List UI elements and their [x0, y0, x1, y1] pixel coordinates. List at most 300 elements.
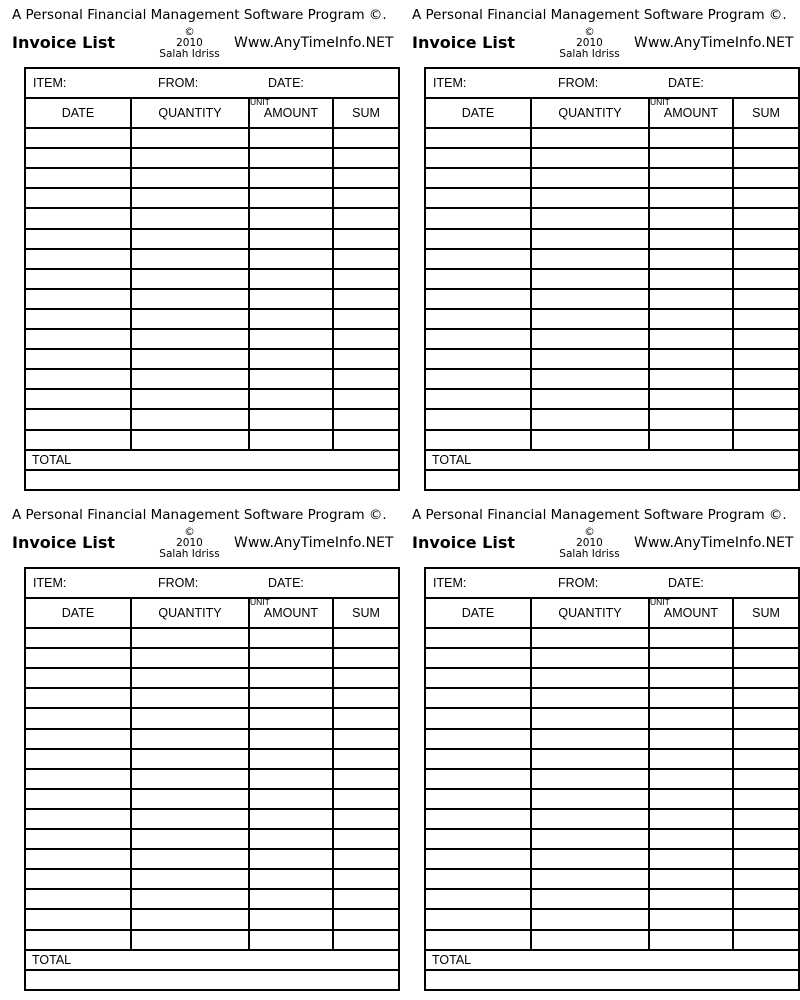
cell-date[interactable] — [26, 149, 130, 167]
cell-sum[interactable] — [334, 709, 396, 727]
cell-amount[interactable] — [250, 370, 332, 388]
cell-amount[interactable] — [650, 669, 732, 687]
cell-date[interactable] — [426, 689, 530, 707]
cell-quantity[interactable] — [532, 790, 648, 808]
cell-sum[interactable] — [334, 390, 396, 408]
cell-date[interactable] — [26, 230, 130, 248]
cell-quantity[interactable] — [132, 750, 248, 768]
cell-quantity[interactable] — [532, 669, 648, 687]
cell-quantity[interactable] — [532, 290, 648, 308]
cell-amount[interactable] — [650, 169, 732, 187]
cell-date[interactable] — [426, 850, 530, 868]
header-divider — [26, 97, 398, 99]
cell-date[interactable] — [26, 810, 130, 828]
cell-quantity[interactable] — [132, 290, 248, 308]
cell-sum[interactable] — [334, 129, 396, 147]
cell-amount[interactable] — [250, 330, 332, 348]
header-divider — [26, 597, 398, 599]
cell-quantity[interactable] — [532, 870, 648, 888]
cell-amount[interactable] — [650, 350, 732, 368]
cell-amount[interactable] — [650, 149, 732, 167]
cell-quantity[interactable] — [132, 790, 248, 808]
cell-quantity[interactable] — [132, 230, 248, 248]
cell-quantity[interactable] — [532, 189, 648, 207]
cell-date[interactable] — [26, 730, 130, 748]
cell-quantity[interactable] — [532, 770, 648, 788]
cell-amount[interactable] — [650, 250, 732, 268]
cell-quantity[interactable] — [132, 209, 248, 227]
cell-sum[interactable] — [334, 790, 396, 808]
cell-amount[interactable] — [650, 230, 732, 248]
cell-sum[interactable] — [734, 629, 796, 647]
cell-date[interactable] — [426, 750, 530, 768]
cell-date[interactable] — [26, 330, 130, 348]
cell-date[interactable] — [26, 910, 130, 928]
cell-date[interactable] — [26, 270, 130, 288]
cell-sum[interactable] — [334, 669, 396, 687]
cell-amount[interactable] — [650, 431, 732, 449]
cell-quantity[interactable] — [532, 830, 648, 848]
cell-sum[interactable] — [334, 689, 396, 707]
column-header-date: DATE — [461, 106, 495, 120]
cell-amount[interactable] — [250, 129, 332, 147]
cell-sum[interactable] — [734, 890, 796, 908]
cell-amount[interactable] — [250, 830, 332, 848]
invoice-table — [24, 67, 400, 491]
cell-sum[interactable] — [734, 129, 796, 147]
cell-amount[interactable] — [650, 209, 732, 227]
cell-date[interactable] — [426, 149, 530, 167]
cell-quantity[interactable] — [132, 649, 248, 667]
cell-date[interactable] — [426, 189, 530, 207]
cell-amount[interactable] — [250, 189, 332, 207]
cell-sum[interactable] — [334, 410, 396, 428]
column-header-sum: SUM — [752, 606, 780, 620]
column-header-quantity: QUANTITY — [558, 606, 622, 620]
cell-amount[interactable] — [250, 850, 332, 868]
cell-date[interactable] — [426, 410, 530, 428]
website-link[interactable]: Www.AnyTimeInfo.NET — [634, 535, 794, 551]
cell-quantity[interactable] — [132, 310, 248, 328]
cell-date[interactable] — [26, 890, 130, 908]
cell-date[interactable] — [426, 790, 530, 808]
cell-amount[interactable] — [250, 790, 332, 808]
cell-quantity[interactable] — [532, 350, 648, 368]
cell-sum[interactable] — [734, 310, 796, 328]
total-label: TOTAL — [432, 453, 472, 467]
cell-sum[interactable] — [734, 669, 796, 687]
cell-amount[interactable] — [250, 910, 332, 928]
cell-quantity[interactable] — [132, 350, 248, 368]
cell-quantity[interactable] — [532, 129, 648, 147]
cell-quantity[interactable] — [132, 669, 248, 687]
cell-date[interactable] — [426, 129, 530, 147]
cell-sum[interactable] — [734, 390, 796, 408]
invoice-table — [424, 67, 800, 491]
cell-date[interactable] — [26, 410, 130, 428]
cell-date[interactable] — [426, 770, 530, 788]
cell-quantity[interactable] — [132, 810, 248, 828]
cell-date[interactable] — [426, 870, 530, 888]
cell-quantity[interactable] — [532, 330, 648, 348]
cell-amount[interactable] — [650, 770, 732, 788]
cell-quantity[interactable] — [532, 390, 648, 408]
cell-amount[interactable] — [250, 209, 332, 227]
cell-sum[interactable] — [734, 189, 796, 207]
cell-date[interactable] — [426, 910, 530, 928]
cell-amount[interactable] — [250, 870, 332, 888]
cell-amount[interactable] — [250, 689, 332, 707]
cell-quantity[interactable] — [132, 890, 248, 908]
cell-quantity[interactable] — [132, 390, 248, 408]
cell-amount[interactable] — [650, 890, 732, 908]
cell-quantity[interactable] — [532, 250, 648, 268]
cell-quantity[interactable] — [532, 709, 648, 727]
cell-quantity[interactable] — [532, 410, 648, 428]
cell-sum[interactable] — [334, 850, 396, 868]
cell-amount[interactable] — [250, 709, 332, 727]
cell-date[interactable] — [426, 649, 530, 667]
column-header-sum: SUM — [352, 106, 380, 120]
cell-date[interactable] — [26, 431, 130, 449]
cell-quantity[interactable] — [532, 649, 648, 667]
total-value-cell[interactable] — [26, 971, 398, 989]
cell-amount[interactable] — [650, 790, 732, 808]
cell-amount[interactable] — [650, 290, 732, 308]
cell-sum[interactable] — [734, 790, 796, 808]
row-divider — [26, 949, 398, 951]
cell-amount[interactable] — [650, 870, 732, 888]
cell-amount[interactable] — [250, 350, 332, 368]
cell-date[interactable] — [426, 209, 530, 227]
website-link[interactable]: Www.AnyTimeInfo.NET — [234, 535, 394, 551]
cell-quantity[interactable] — [132, 410, 248, 428]
column-header-amount: AMOUNT — [263, 606, 319, 620]
cell-sum[interactable] — [734, 290, 796, 308]
cell-quantity[interactable] — [532, 209, 648, 227]
cell-date[interactable] — [26, 830, 130, 848]
cell-date[interactable] — [26, 689, 130, 707]
cell-sum[interactable] — [334, 931, 396, 949]
cell-quantity[interactable] — [132, 870, 248, 888]
cell-amount[interactable] — [650, 390, 732, 408]
total-label: TOTAL — [32, 953, 72, 967]
cell-amount[interactable] — [650, 370, 732, 388]
cell-amount[interactable] — [650, 931, 732, 949]
cell-date[interactable] — [426, 830, 530, 848]
cell-sum[interactable] — [734, 750, 796, 768]
cell-amount[interactable] — [650, 830, 732, 848]
cell-amount[interactable] — [650, 709, 732, 727]
cell-sum[interactable] — [734, 169, 796, 187]
item-field-label: ITEM: — [33, 576, 67, 590]
cell-amount[interactable] — [250, 270, 332, 288]
cell-date[interactable] — [426, 290, 530, 308]
column-header-unit: UNIT — [650, 597, 670, 607]
cell-quantity[interactable] — [532, 230, 648, 248]
invoice-panel — [412, 500, 800, 1000]
column-header-sum: SUM — [352, 606, 380, 620]
cell-quantity[interactable] — [132, 850, 248, 868]
cell-amount[interactable] — [250, 250, 332, 268]
cell-sum[interactable] — [734, 709, 796, 727]
cell-amount[interactable] — [650, 649, 732, 667]
cell-quantity[interactable] — [532, 810, 648, 828]
cell-amount[interactable] — [250, 890, 332, 908]
cell-quantity[interactable] — [532, 689, 648, 707]
cell-sum[interactable] — [734, 350, 796, 368]
cell-sum[interactable] — [334, 230, 396, 248]
cell-date[interactable] — [26, 350, 130, 368]
cell-amount[interactable] — [250, 390, 332, 408]
cell-date[interactable] — [26, 770, 130, 788]
cell-quantity[interactable] — [132, 149, 248, 167]
cell-quantity[interactable] — [132, 189, 248, 207]
cell-quantity[interactable] — [532, 931, 648, 949]
invoice-table — [24, 567, 400, 991]
invoice-panel — [12, 500, 402, 1000]
total-value-cell[interactable] — [26, 471, 398, 489]
cell-date[interactable] — [26, 169, 130, 187]
header-divider — [426, 97, 798, 99]
cell-quantity[interactable] — [132, 270, 248, 288]
column-header-amount: AMOUNT — [663, 106, 719, 120]
cell-amount[interactable] — [650, 850, 732, 868]
cell-date[interactable] — [26, 850, 130, 868]
cell-quantity[interactable] — [532, 910, 648, 928]
cell-quantity[interactable] — [132, 330, 248, 348]
cell-quantity[interactable] — [132, 169, 248, 187]
cell-sum[interactable] — [734, 770, 796, 788]
cell-quantity[interactable] — [532, 270, 648, 288]
from-field-label: FROM: — [158, 76, 199, 90]
cell-sum[interactable] — [734, 649, 796, 667]
cell-date[interactable] — [26, 649, 130, 667]
cell-amount[interactable] — [250, 730, 332, 748]
cell-amount[interactable] — [650, 910, 732, 928]
cell-date[interactable] — [426, 250, 530, 268]
column-header-unit: UNIT — [250, 97, 270, 107]
cell-date[interactable] — [426, 730, 530, 748]
from-field-label: FROM: — [158, 576, 199, 590]
cell-sum[interactable] — [734, 931, 796, 949]
cell-sum[interactable] — [334, 250, 396, 268]
cell-sum[interactable] — [334, 209, 396, 227]
cell-date[interactable] — [26, 390, 130, 408]
cell-date[interactable] — [426, 270, 530, 288]
cell-date[interactable] — [426, 350, 530, 368]
cell-sum[interactable] — [334, 370, 396, 388]
cell-sum[interactable] — [734, 230, 796, 248]
cell-sum[interactable] — [734, 810, 796, 828]
cell-date[interactable] — [26, 790, 130, 808]
cell-date[interactable] — [426, 370, 530, 388]
copyright-symbol: © — [184, 26, 195, 38]
credit-author: Salah Idriss — [559, 48, 620, 60]
cell-quantity[interactable] — [532, 370, 648, 388]
cell-sum[interactable] — [334, 910, 396, 928]
cell-date[interactable] — [26, 709, 130, 727]
website-link[interactable]: Www.AnyTimeInfo.NET — [634, 35, 794, 51]
cell-date[interactable] — [426, 931, 530, 949]
cell-date[interactable] — [426, 709, 530, 727]
cell-quantity[interactable] — [132, 770, 248, 788]
cell-sum[interactable] — [334, 149, 396, 167]
cell-date[interactable] — [26, 669, 130, 687]
cell-quantity[interactable] — [532, 850, 648, 868]
cell-date[interactable] — [426, 890, 530, 908]
cell-sum[interactable] — [334, 169, 396, 187]
cell-sum[interactable] — [334, 350, 396, 368]
cell-quantity[interactable] — [132, 629, 248, 647]
cell-sum[interactable] — [334, 750, 396, 768]
cell-amount[interactable] — [250, 649, 332, 667]
cell-amount[interactable] — [250, 669, 332, 687]
cell-quantity[interactable] — [132, 910, 248, 928]
website-link[interactable]: Www.AnyTimeInfo.NET — [234, 35, 394, 51]
copyright-symbol: © — [584, 26, 595, 38]
cell-sum[interactable] — [734, 431, 796, 449]
cell-quantity[interactable] — [132, 370, 248, 388]
cell-sum[interactable] — [334, 310, 396, 328]
cell-amount[interactable] — [650, 730, 732, 748]
cell-date[interactable] — [26, 629, 130, 647]
cell-sum[interactable] — [334, 870, 396, 888]
cell-sum[interactable] — [734, 730, 796, 748]
column-header-quantity: QUANTITY — [158, 606, 222, 620]
cell-sum[interactable] — [334, 330, 396, 348]
cell-sum[interactable] — [734, 830, 796, 848]
cell-quantity[interactable] — [132, 129, 248, 147]
total-value-cell[interactable] — [426, 971, 798, 989]
cell-amount[interactable] — [250, 810, 332, 828]
cell-sum[interactable] — [734, 330, 796, 348]
cell-date[interactable] — [26, 209, 130, 227]
column-header-date: DATE — [461, 606, 495, 620]
cell-sum[interactable] — [734, 850, 796, 868]
cell-sum[interactable] — [734, 149, 796, 167]
cell-amount[interactable] — [250, 770, 332, 788]
cell-amount[interactable] — [650, 330, 732, 348]
cell-amount[interactable] — [250, 750, 332, 768]
cell-sum[interactable] — [734, 689, 796, 707]
cell-sum[interactable] — [734, 870, 796, 888]
cell-date[interactable] — [26, 931, 130, 949]
cell-sum[interactable] — [734, 270, 796, 288]
cell-quantity[interactable] — [532, 629, 648, 647]
cell-amount[interactable] — [250, 169, 332, 187]
cell-amount[interactable] — [250, 410, 332, 428]
cell-amount[interactable] — [250, 310, 332, 328]
cell-amount[interactable] — [250, 230, 332, 248]
cell-date[interactable] — [26, 870, 130, 888]
cell-amount[interactable] — [250, 149, 332, 167]
cell-quantity[interactable] — [532, 310, 648, 328]
credit-author: Salah Idriss — [159, 48, 220, 60]
credit-year: 2010 — [576, 537, 603, 549]
cell-sum[interactable] — [334, 270, 396, 288]
cell-quantity[interactable] — [132, 250, 248, 268]
cell-quantity[interactable] — [532, 431, 648, 449]
cell-quantity[interactable] — [132, 431, 248, 449]
cell-sum[interactable] — [334, 431, 396, 449]
cell-amount[interactable] — [650, 129, 732, 147]
cell-amount[interactable] — [250, 290, 332, 308]
cell-quantity[interactable] — [532, 730, 648, 748]
cell-date[interactable] — [426, 810, 530, 828]
cell-amount[interactable] — [250, 931, 332, 949]
from-field-label: FROM: — [558, 576, 599, 590]
cell-quantity[interactable] — [532, 149, 648, 167]
cell-amount[interactable] — [650, 810, 732, 828]
cell-date[interactable] — [26, 750, 130, 768]
cell-date[interactable] — [426, 230, 530, 248]
cell-date[interactable] — [26, 189, 130, 207]
cell-sum[interactable] — [334, 629, 396, 647]
cell-quantity[interactable] — [132, 830, 248, 848]
cell-sum[interactable] — [334, 290, 396, 308]
cell-date[interactable] — [26, 370, 130, 388]
cell-date[interactable] — [426, 310, 530, 328]
cell-sum[interactable] — [734, 370, 796, 388]
cell-sum[interactable] — [334, 189, 396, 207]
cell-amount[interactable] — [250, 629, 332, 647]
row-divider — [26, 449, 398, 451]
cell-sum[interactable] — [334, 890, 396, 908]
cell-sum[interactable] — [734, 410, 796, 428]
cell-amount[interactable] — [650, 689, 732, 707]
cell-date[interactable] — [426, 330, 530, 348]
cell-date[interactable] — [26, 310, 130, 328]
cell-date[interactable] — [426, 431, 530, 449]
cell-quantity[interactable] — [132, 709, 248, 727]
date-field-label: DATE: — [668, 76, 704, 90]
cell-amount[interactable] — [650, 750, 732, 768]
cell-sum[interactable] — [734, 209, 796, 227]
cell-amount[interactable] — [650, 410, 732, 428]
cell-date[interactable] — [26, 290, 130, 308]
cell-date[interactable] — [426, 629, 530, 647]
cell-date[interactable] — [426, 669, 530, 687]
cell-sum[interactable] — [334, 730, 396, 748]
cell-sum[interactable] — [334, 830, 396, 848]
cell-amount[interactable] — [650, 629, 732, 647]
date-field-label: DATE: — [268, 76, 304, 90]
cell-date[interactable] — [426, 390, 530, 408]
cell-date[interactable] — [26, 250, 130, 268]
cell-sum[interactable] — [734, 910, 796, 928]
cell-amount[interactable] — [650, 270, 732, 288]
cell-date[interactable] — [426, 169, 530, 187]
cell-sum[interactable] — [734, 250, 796, 268]
cell-sum[interactable] — [334, 770, 396, 788]
cell-quantity[interactable] — [132, 730, 248, 748]
cell-amount[interactable] — [250, 431, 332, 449]
cell-sum[interactable] — [334, 810, 396, 828]
total-value-cell[interactable] — [426, 471, 798, 489]
cell-quantity[interactable] — [532, 750, 648, 768]
cell-quantity[interactable] — [532, 890, 648, 908]
cell-amount[interactable] — [650, 310, 732, 328]
invoice-panel — [412, 0, 800, 500]
cell-date[interactable] — [26, 129, 130, 147]
cell-amount[interactable] — [650, 189, 732, 207]
column-header-date: DATE — [61, 106, 95, 120]
cell-quantity[interactable] — [132, 931, 248, 949]
cell-quantity[interactable] — [132, 689, 248, 707]
cell-sum[interactable] — [334, 649, 396, 667]
cell-quantity[interactable] — [532, 169, 648, 187]
